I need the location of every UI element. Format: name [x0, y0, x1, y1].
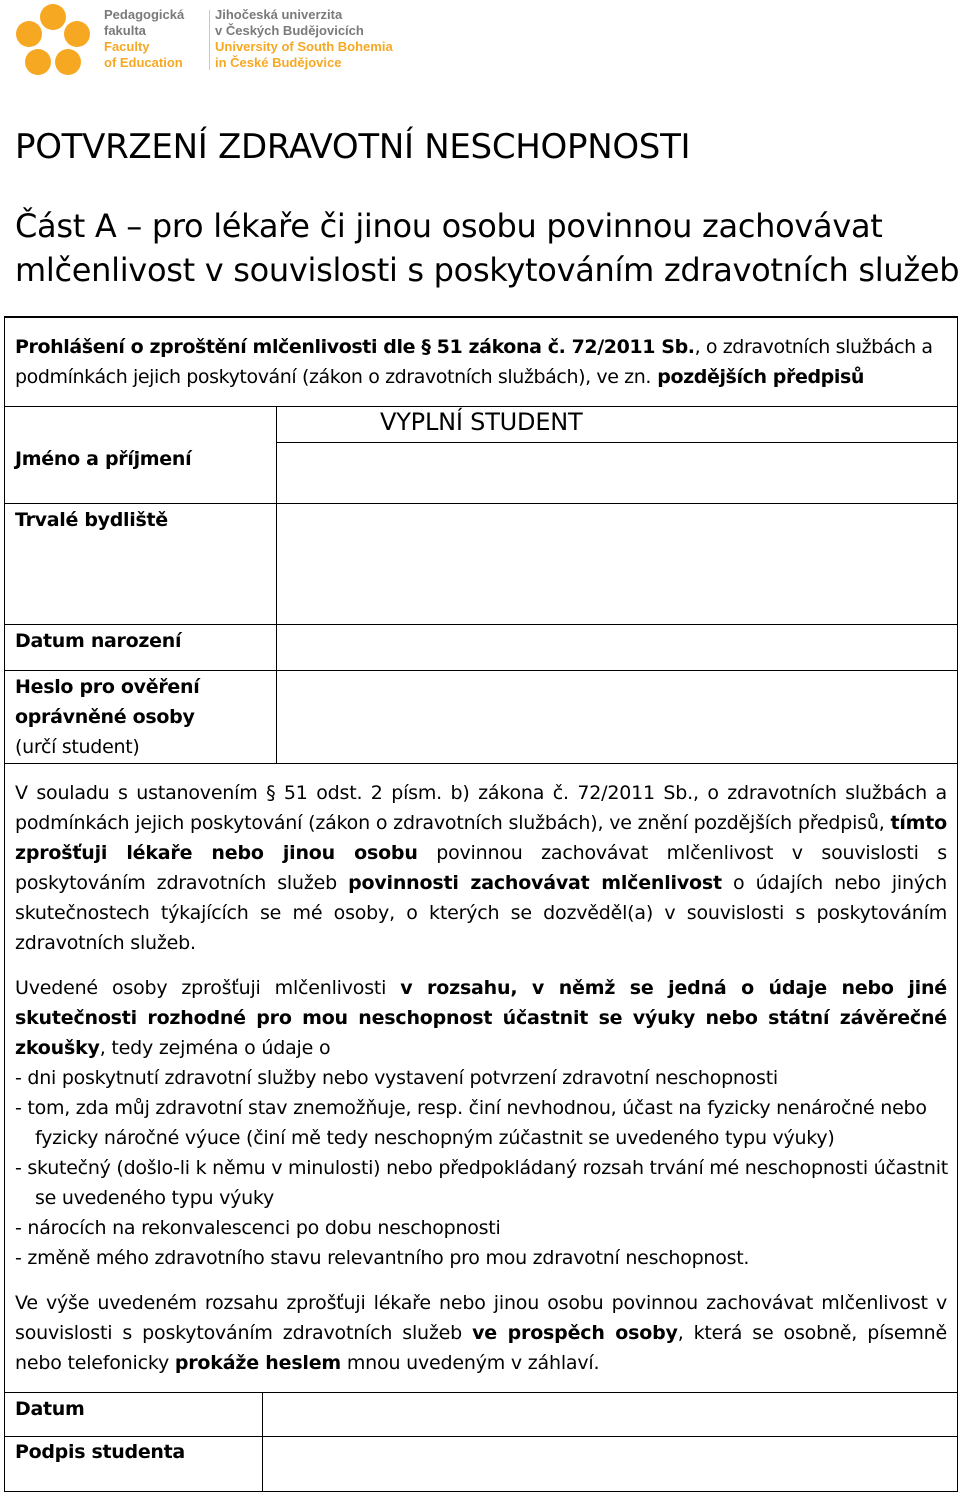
student-fill-note: VYPLNÍ STUDENT [380, 408, 583, 436]
para1-text: V souladu s ustanovením § 51 odst. 2 písm. b) zákona č. 72/2011 Sb., o zdravotních službách a podmínkách jejich poskytování (zákon o zdravotních službách), ve znění pozdějších předpisů, [15, 782, 947, 834]
label-password [15, 672, 199, 762]
declaration-part-3: pozdějších předpisů [651, 366, 864, 388]
para2-text: , tedy zejména o údaje o [99, 1037, 331, 1059]
para3-text: , která se osobně, písemně nebo telefonicky [15, 1322, 947, 1374]
logo-line: Jihočeská univerzita [215, 7, 343, 22]
paragraph-scope [15, 973, 947, 1063]
logo-divider [209, 10, 210, 70]
birth-date-field[interactable] [278, 625, 957, 669]
name-field[interactable] [278, 443, 957, 502]
logo-line: Faculty [104, 39, 150, 54]
list-item: - nárocích na rekonvalescenci po dobu neschopnosti [15, 1217, 501, 1239]
table-divider [276, 406, 277, 764]
label-signature: Podpis studenta [15, 1441, 185, 1463]
signature-field[interactable] [263, 1437, 957, 1491]
date-field[interactable] [263, 1393, 957, 1435]
label-name: Jméno a příjmení [15, 448, 192, 470]
label-date: Datum [15, 1398, 85, 1420]
declaration-part-2: , o zdravotních službách a podmínkách jejich poskytování (zákon o zdravotních službách), ve zn. [15, 336, 933, 388]
logo-line: fakulta [104, 23, 146, 38]
para2-text: Uvedené osoby zprošťuji mlčenlivosti [15, 977, 401, 999]
logo-line: Pedagogická [104, 7, 185, 22]
logo-text-faculty-cz [104, 7, 184, 39]
password-field[interactable] [278, 671, 957, 762]
paragraph-legal-basis [15, 778, 947, 958]
label-residence: Trvalé bydliště [15, 509, 168, 531]
university-logo [14, 2, 414, 78]
document-title: POTVRZENÍ ZDRAVOTNÍ NESCHOPNOSTI [15, 127, 691, 167]
subtitle-line-2: mlčenlivost v souvislosti s poskytováním zdravotních služeb [15, 251, 960, 289]
para1-text: o údajích nebo jiných skutečnostech týkajících se mé osoby, o kterých se dozvěděl(a) v souvislosti s poskytováním zdravotních služeb. [15, 872, 947, 954]
logo-text-university-en [215, 39, 393, 71]
logo-line: of Education [104, 55, 183, 70]
document-subtitle [15, 204, 959, 292]
declaration-part-1: Prohlášení o zproštění mlčenlivosti dle § 51 zákona č. 72/2011 Sb. [15, 336, 695, 358]
para1-bold: tímto zprošťuji lékaře nebo jinou osobu [15, 812, 947, 864]
flower-logo-icon [14, 2, 92, 78]
list-item: - skutečný (došlo-li k němu v minulosti) nebo předpokládaný rozsah trvání mé neschopnosti účastnit se uvedeného typu výuky [15, 1157, 948, 1209]
list-item: - změně mého zdravotního stavu relevantního pro mou zdravotní neschopnost. [15, 1247, 750, 1269]
label-password-line: oprávněné osoby [15, 706, 195, 728]
para1-text: povinnou zachovávat mlčenlivost v souvislosti s poskytováním zdravotních služeb [15, 842, 947, 894]
logo-text-faculty-en [104, 39, 183, 71]
para3-text: mnou uvedeným v záhlaví. [341, 1352, 600, 1374]
residence-field[interactable] [278, 504, 957, 623]
list-item: - dni poskytnutí zdravotní služby nebo vystavení potvrzení zdravotní neschopnosti [15, 1067, 778, 1089]
label-password-line: Heslo pro ověření [15, 676, 200, 698]
para3-bold: ve prospěch osoby [472, 1322, 678, 1344]
label-birth-date: Datum narození [15, 630, 182, 652]
scope-list [15, 1063, 955, 1273]
logo-line: in České Budějovice [215, 55, 342, 70]
table-line [4, 763, 958, 764]
logo-line: v Českých Budějovicích [215, 23, 364, 38]
para2-bold: v rozsahu, v němž se jedná o údaje nebo jiné skutečnosti rozhodné pro mou neschopnost účastnit se výuky nebo státní závěrečné zkoušky [15, 977, 947, 1059]
list-item: - tom, zda můj zdravotní stav znemožňuje, resp. činí nevhodnou, účast na fyzicky nenáročné nebo fyzicky náročné výuce (činí mě tedy neschopným zúčastnit se uvedeného typu výuky) [15, 1097, 927, 1149]
para3-text: Ve výše uvedeném rozsahu zprošťuji lékaře nebo jinou osobu povinnou zachovávat mlčenlivost v souvislosti s poskytováním zdravotních služeb [15, 1292, 947, 1344]
label-password-note: (určí student) [15, 736, 140, 758]
table-line [4, 406, 958, 407]
subtitle-line-1: Část A – pro lékaře či jinou osobu povinnou zachovávat [15, 207, 883, 245]
logo-text-university-cz [215, 7, 364, 39]
para1-bold: povinnosti zachovávat mlčenlivost [348, 872, 722, 894]
logo-line: University of South Bohemia [215, 39, 393, 54]
para3-bold: prokáže heslem [174, 1352, 342, 1374]
paragraph-release [15, 1288, 947, 1378]
declaration-heading [15, 332, 947, 392]
